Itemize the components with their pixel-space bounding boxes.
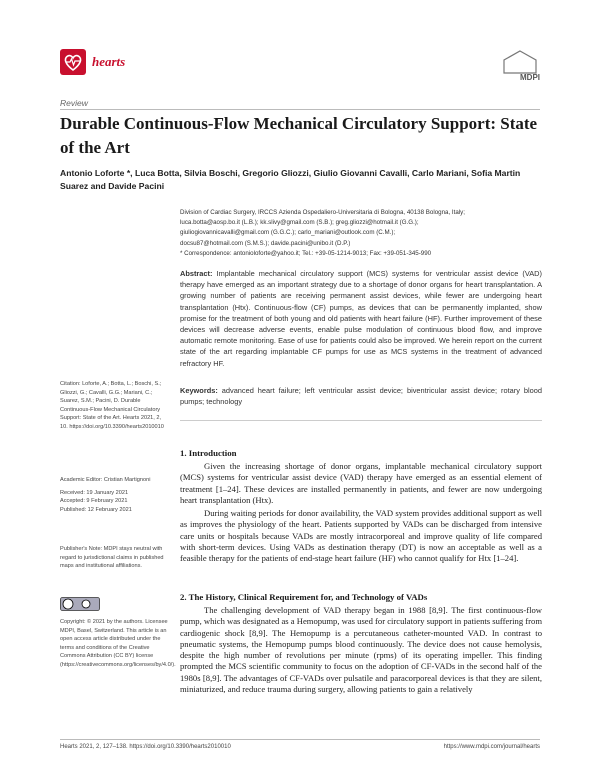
footer-journal-link[interactable]: https://www.mdpi.com/journal/hearts [443,744,540,750]
hearts-logo-icon [60,49,86,75]
correspondence-line: * Correspondence: antonioloforte@yahoo.it; Tel.: +39-05-1214-9013; Fax: +39-051-345-990 [180,249,432,257]
footer-divider [60,739,540,740]
section-heading: 1. Introduction [180,448,237,458]
abstract-divider [180,420,542,421]
mdpi-logo-icon [500,50,540,74]
article-type: Review [60,98,88,108]
paragraph: Given the increasing shortage of donor organs, implantable mechanical circulatory support (MCS) systems for ventricular assist device (VAD) therapy have emerged as an essential element of treatment [1–24]. These devices are installed permanently in patients, and fewer are now undergoing heart transplantation (Htx). [180,461,542,505]
affiliation-line: luca.botta@aosp.bo.it (L.B.); kk.slivy@gmail.com (S.B.); greg.gliozzi@hotmail.it (G.G.); [180,219,419,227]
journal-name: hearts [92,54,126,69]
paragraph: During waiting periods for donor availability, the VAD system provides additional support as well as improves the physiology of the heart. Patients supported by VADs can be discharged from intensive care units or hospitals because VADs are mostly intracorporeal and improve quality of life compared with short-term devices. Using VADs as destination therapy (DT) is now an acceptable as well as a feasible therapy for the patients of end-stage heart failure (HF) who cannot qualify for Htx [1–24]. [180,508,542,564]
footer-citation: Hearts 2021, 2, 127–138. https://doi.org/10.3390/hearts2010010 [60,744,231,750]
published-date: Published: 12 February 2021 [60,506,132,513]
journal-header [60,45,540,85]
keywords [180,385,542,407]
abstract [180,268,542,369]
citation-block: Citation: Loforte, A.; Botta, L.; Boschi, S.; Gliozzi, G.; Cavalli, G.G.; Mariani, C.; Suarez, S.M.; Pacini, D. Durable Continuous-Flow Mechanical Circulatory Support: State of the Art. Hearts 2021, 2, 10. https://doi.org/10.3390/hearts2010010 [60,381,164,430]
affiliation-line: Division of Cardiac Surgery, IRCCS Azienda Ospedaliero-Universitaria di Bologna, 40138 Bologna, Italy; [180,209,465,216]
keywords-text: advanced heart failure; left ventricular assist device; biventricular assist device; rotary blood pumps; technology [180,386,542,407]
section-body [180,461,542,567]
paragraph: The challenging development of VAD therapy began in 1988 [8,9]. The first continuous-flow pump, which was designated as a Hemopump, was used for circulatory support in patients suffering from cardiogenic shock [8,9]. The Hemopump is a percutaneous catheter-mounted VAD. In contrast to pneumatic systems, the Hemopump pumps blood continuously. The device does not cause hemolysis, despite the high number of revolutions per minute (rpms) of its operating impeller. This finding prompted the MCS scientific community to focus on the adoption of CF-VADs in the second half of the 1980s [8,9]. The advantages of CF-VADs over pulsatile and paracorporeal devices is that they are silent, miniaturized, and reduce trauma during surgery, allowing patients to gain a relatively [180,605,542,695]
copyright-notice: Copyright: © 2021 by the authors. Licensee MDPI, Basel, Switzerland. This article is an open access article distributed under the terms and conditions of the Creative Commons Attribution (CC BY) license (https://creativecommons.org/licenses/by/4.0/). [60,619,176,668]
publisher-note: Publisher's Note: MDPI stays neutral with regard to jurisdictional claims in published maps and institutional affiliations. [60,546,164,569]
article-title: Durable Continuous-Flow Mechanical Circulatory Support: State of the Art [60,114,538,157]
keywords-label: Keywords: [180,386,218,395]
abstract-text: Implantable mechanical circulatory support (MCS) systems for ventricular assist device (VAD) therapy have emerged as an important strategy due to a shortage of donor organs for heart transplantation. A growing number of patients are receiving permanent assist devices, while fewer are undergoing heart transplantation (Htx). Continuous-flow (CF) pumps, as devices that can be permanently implanted, show promise for the treatment of both young and old patients with heart failure (HF). Further improvement of these devices will decrease adverse events, enable pulse modulation of continuous blood flow, and improve automatic remote monitoring. Ease of use for patients could also be improved. We herein report on the current state of the art regarding implantable CF pumps for use as MCS systems in the treatment of advanced refractory HF. [180,269,542,368]
author-list: Antonio Loforte *, Luca Botta, Silvia Boschi, Gregorio Gliozzi, Giulio Giovanni Cavalli, Carlo Mariani, Sofia Martin Suarez and Davide Pacini [60,168,521,191]
section-heading: 2. The History, Clinical Requirement for, and Technology of VADs [180,592,428,602]
affiliation-line: giuliogiovannicavalli@gmail.com (G.G.C.); carlo_mariani@outlook.com (C.M.); [180,229,396,237]
abstract-label: Abstract: [180,269,213,278]
accepted-date: Accepted: 9 February 2021 [60,498,128,504]
publisher-name: MDPI [520,73,540,82]
academic-editor: Academic Editor: Cristian Martignoni [60,477,151,483]
cc-by-license-icon [60,597,100,611]
header-divider [60,109,540,110]
received-date: Received: 19 January 2021 [60,489,129,496]
dates-block [60,476,168,514]
affiliation-line: docsu87@hotmail.com (S.M.S.); davide.pacini@unibo.it (D.P.) [180,239,351,247]
affiliation-block [180,208,540,259]
section-body [180,605,542,697]
